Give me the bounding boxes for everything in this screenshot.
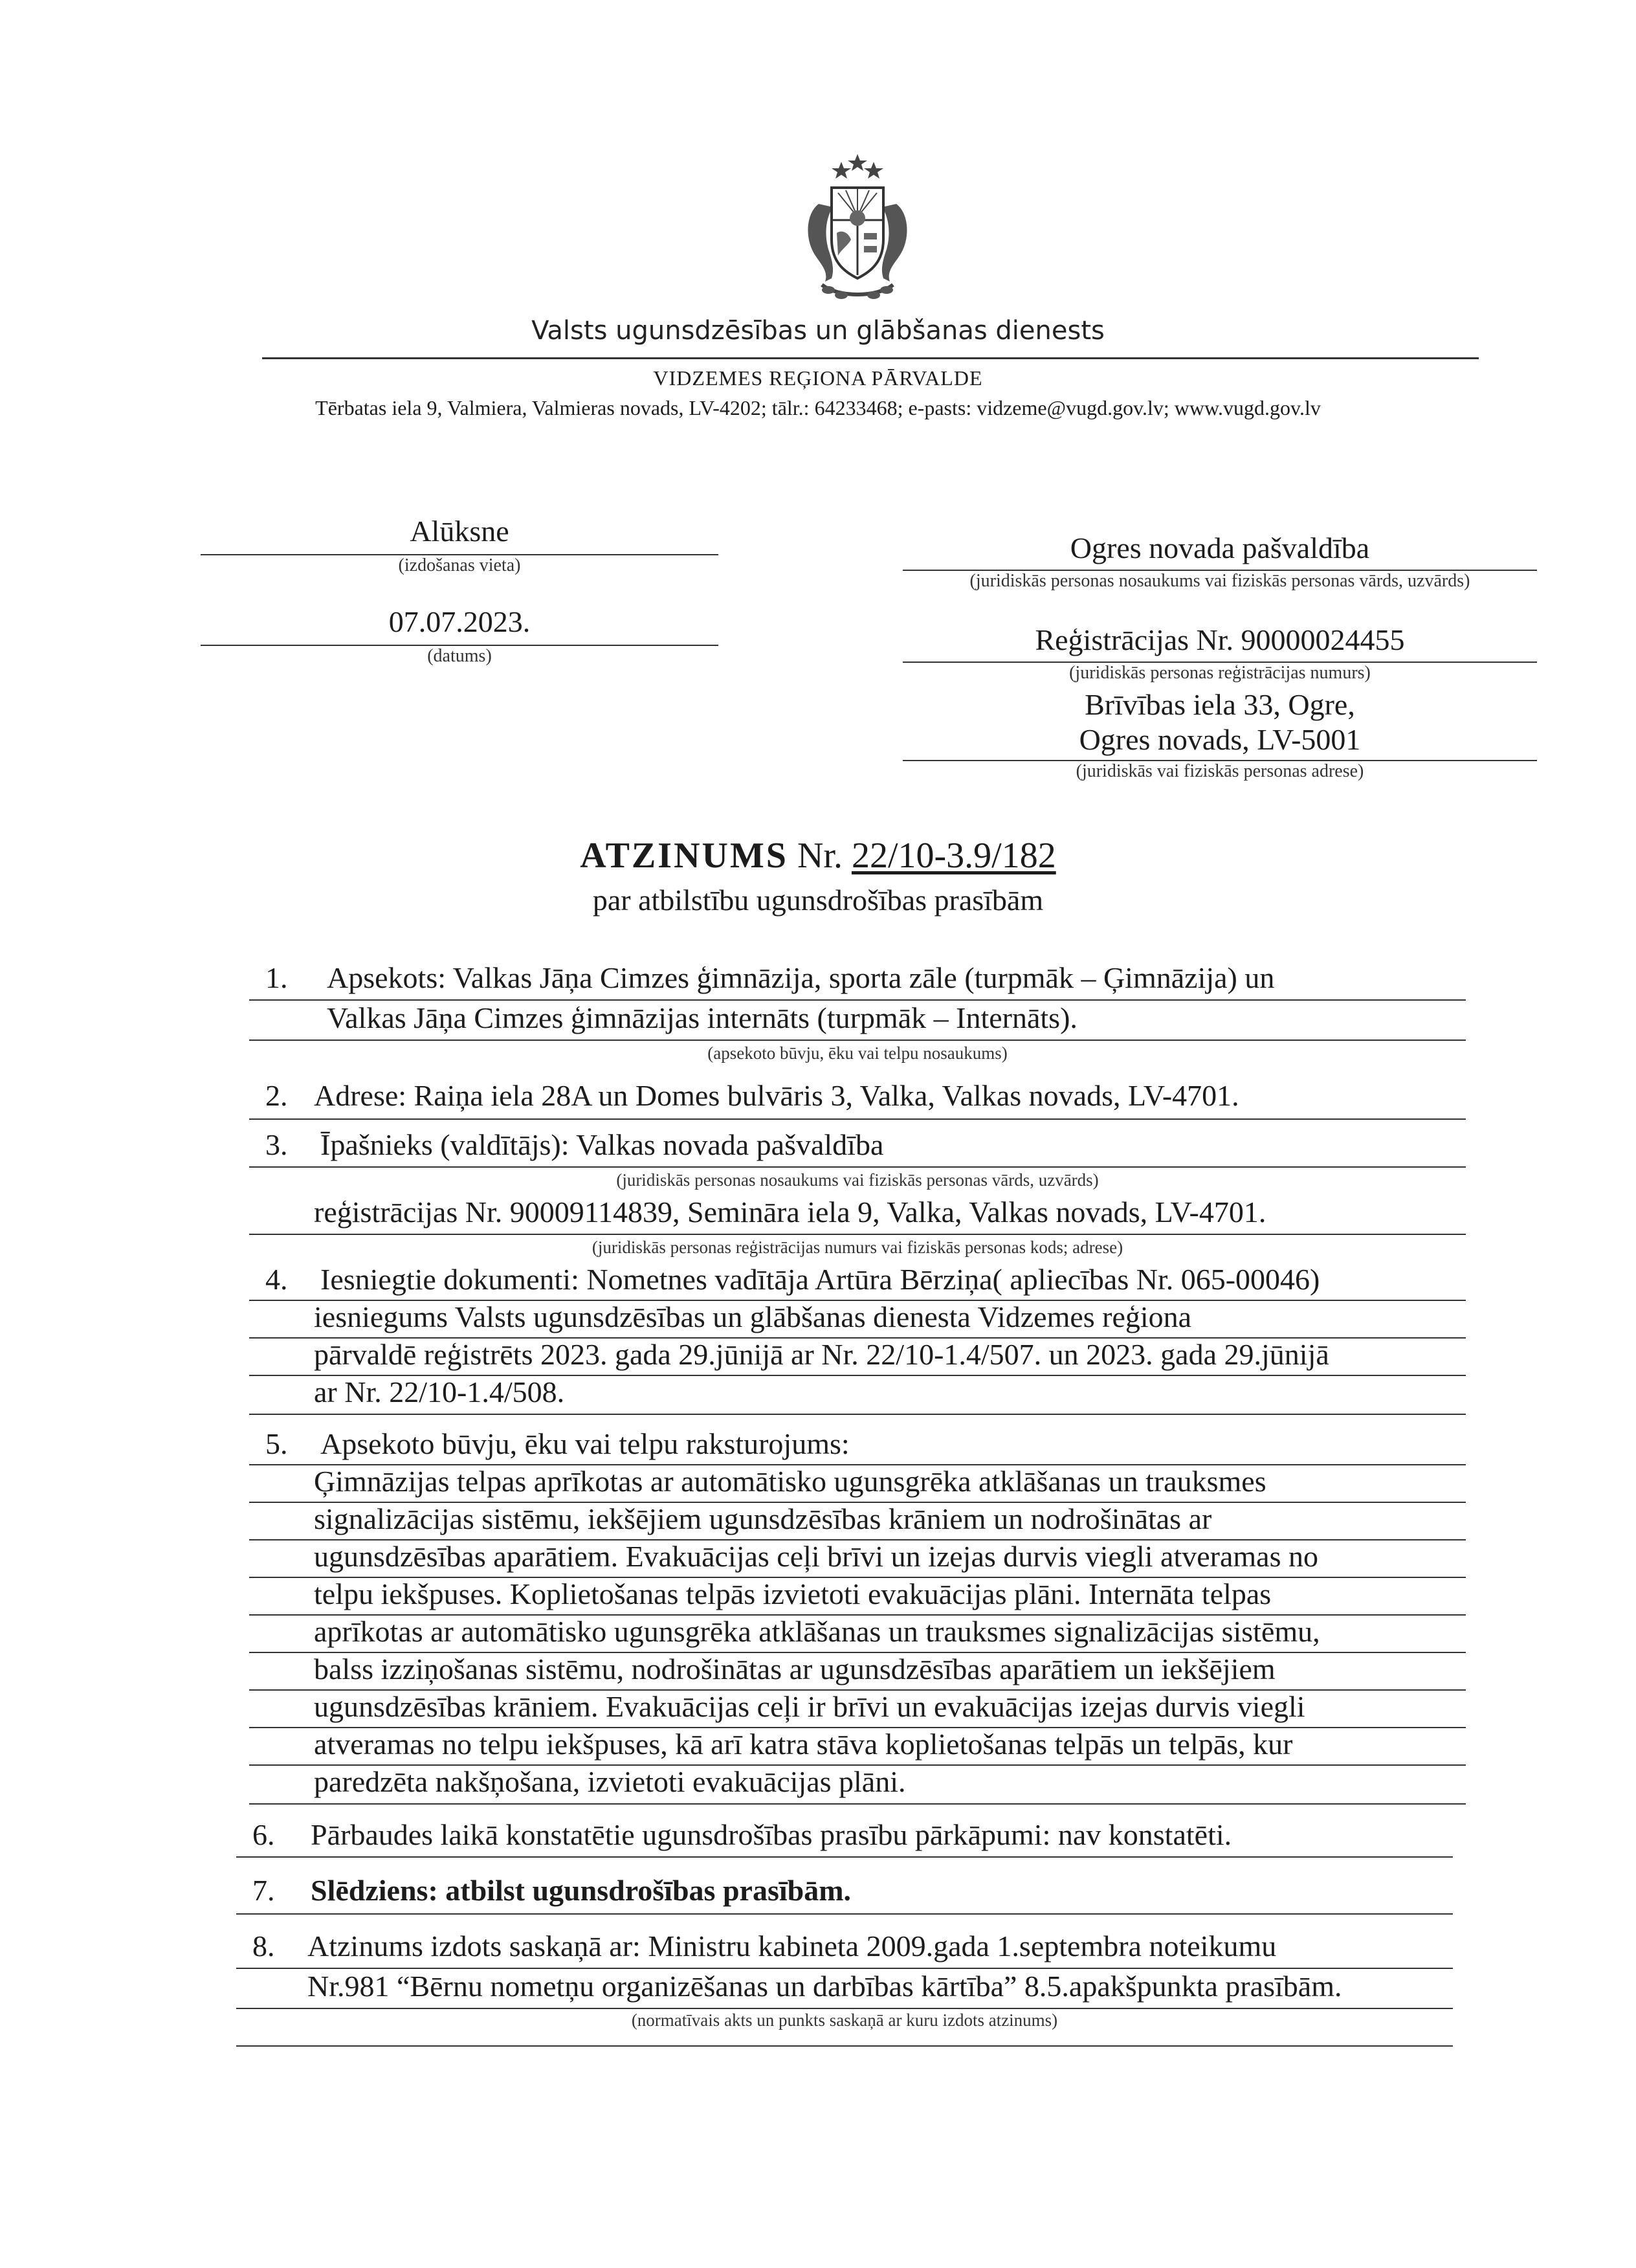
rule-8b: [236, 2008, 1453, 2009]
section-7-text: Slēdziens: atbilst ugunsdrošības prasībām.: [311, 1874, 852, 1907]
header-rule: [262, 357, 1479, 359]
section-8-caption: (normatīvais akts un punkts saskaņā ar kuru izdots atzinums): [631, 2010, 1058, 2030]
section-5-line-6: aprīkotas ar automātisko ugunsgrēka atklāšanas un trauksmes signalizācijas sistēmu,: [314, 1615, 1320, 1648]
issue-place: Alūksne: [410, 515, 509, 548]
recipient-address-line2: Ogres novads, LV-5001: [1079, 723, 1361, 756]
recipient-address-caption: (juridiskās vai fiziskās personas adrese): [1076, 761, 1364, 781]
section-2-text: Adrese: Raiņa iela 28A un Domes bulvāris 3, Valka, Valkas novads, LV-4701.: [314, 1079, 1239, 1112]
section-1-number: 1.: [265, 961, 288, 994]
section-5-line-8: ugunsdzēsības krāniem. Evakuācijas ceļi ir brīvi un evakuācijas izejas durvis viegli: [314, 1690, 1305, 1723]
rule-6: [236, 1856, 1453, 1858]
section-3-caption-1: (juridiskās personas nosaukums vai fiziskās personas vārds, uzvārds): [616, 1170, 1099, 1190]
title-word: ATZINUMS: [580, 836, 788, 876]
agency-name: Valsts ugunsdzēsības un glābšanas dienests: [531, 316, 1105, 346]
section-7-number: 7.: [252, 1874, 275, 1907]
recipient-address-line1: Brīvības iela 33, Ogre,: [1085, 688, 1355, 721]
section-5-line-9: atveramas no telpu iekšpuses, kā arī katra stāva koplietošanas telpās un telpās, kur: [314, 1728, 1293, 1761]
section-6-text: Pārbaudes laikā konstatētie ugunsdrošības prasību pārkāpumi: nav konstatēti.: [311, 1818, 1232, 1851]
rule-8c: [236, 2045, 1453, 2047]
section-4-number: 4.: [265, 1263, 288, 1296]
section-6-number: 6.: [252, 1818, 275, 1851]
section-4-line-3: pārvaldē reģistrēts 2023. gada 29.jūnijā ar Nr. 22/10-1.4/507. un 2023. gada 29.jūnijā: [314, 1338, 1329, 1371]
rule-5j: [249, 1803, 1466, 1805]
document-subtitle: par atbilstību ugunsdrošības prasībām: [592, 884, 1044, 917]
recipient-name-caption: (juridiskās personas nosaukums vai fiziskās personas vārds, uzvārds): [969, 571, 1470, 591]
rule-1b: [249, 1040, 1466, 1041]
section-1-line-2: Valkas Jāņa Cimzes ģimnāzijas internāts (turpmāk – Internāts).: [327, 1001, 1078, 1034]
section-4-line-2: iesniegums Valsts ugunsdzēsības un glābšanas dienesta Vidzemes reģiona: [314, 1300, 1192, 1333]
section-5-line-7: balss izziņošanas sistēmu, nodrošinātas ar ugunsdzēsības aparātiem un iekšējiem: [314, 1652, 1276, 1685]
recipient-reg: Reģistrācijas Nr. 90000024455: [1035, 623, 1405, 656]
section-1-line-1: Apsekots: Valkas Jāņa Cimzes ģimnāzija, sporta zāle (turpmāk – Ģimnāzija) un: [327, 961, 1275, 994]
coat-of-arms-emblem: [793, 142, 922, 317]
rule-4d: [249, 1414, 1466, 1415]
title-number: 22/10-3.9/182: [851, 836, 1056, 876]
section-3-number: 3.: [265, 1128, 288, 1161]
section-5-line-3: signalizācijas sistēmu, iekšējiem ugunsdzēsības krāniem un nodrošinātas ar: [314, 1502, 1212, 1535]
section-5-number: 5.: [265, 1427, 288, 1460]
recipient-name: Ogres novada pašvaldība: [1070, 531, 1370, 564]
region-name: VIDZEMES REĢIONA PĀRVALDE: [653, 366, 983, 390]
rule-2: [249, 1118, 1466, 1120]
rule-3b: [249, 1234, 1466, 1235]
section-5-line-2: Ģimnāzijas telpas aprīkotas ar automātisko ugunsgrēka atklāšanas un trauksmes: [314, 1465, 1266, 1498]
section-4-line-1: Iesniegtie dokumenti: Nometnes vadītāja Artūra Bērziņa( apliecības Nr. 065-00046): [320, 1263, 1320, 1296]
section-4-line-4: ar Nr. 22/10-1.4/508.: [314, 1375, 565, 1408]
document-title: [0, 835, 1636, 876]
section-3-line-1: Īpašnieks (valdītājs): Valkas novada pašvaldība: [320, 1128, 884, 1161]
section-8-number: 8.: [252, 1929, 275, 1962]
section-5-line-4: ugunsdzēsības aparātiem. Evakuācijas ceļi brīvi un izejas durvis viegli atveramas no: [314, 1540, 1318, 1573]
issue-date: 07.07.2023.: [388, 605, 531, 638]
section-5-line-10: paredzēta nakšņošana, izvietoti evakuācijas plāni.: [314, 1765, 906, 1798]
issue-date-caption: (datums): [427, 646, 492, 666]
section-5-line-1: Apsekoto būvju, ēku vai telpu raksturojums:: [320, 1427, 850, 1460]
rule-7: [236, 1913, 1453, 1915]
section-5-line-5: telpu iekšpuses. Koplietošanas telpās izvietoti evakuācijas plāni. Internāta telpas: [314, 1577, 1272, 1610]
section-1-caption: (apsekoto būvju, ēku vai telpu nosaukums): [707, 1043, 1008, 1063]
section-3-line-2: reģistrācijas Nr. 90009114839, Semināra iela 9, Valka, Valkas novads, LV-4701.: [314, 1195, 1266, 1228]
recipient-reg-caption: (juridiskās personas reģistrācijas numurs): [1069, 663, 1371, 683]
section-2-number: 2.: [265, 1079, 288, 1112]
section-3-caption-2: (juridiskās personas reģistrācijas numurs vai fiziskās personas kods; adrese): [591, 1238, 1123, 1257]
rule-3a: [249, 1166, 1466, 1168]
section-8-line-2: Nr.981 “Bērnu nometņu organizēšanas un darbības kārtība” 8.5.apakšpunkta prasībām.: [307, 1970, 1342, 2003]
issue-place-caption: (izdošanas vieta): [398, 555, 521, 575]
header-contacts: Tērbatas iela 9, Valmiera, Valmieras novads, LV-4202; tālr.: 64233468; e-pasts: vidzeme@vugd.gov.lv; www.vugd.gov.lv: [315, 396, 1321, 419]
section-8-line-1: Atzinums izdots saskaņā ar: Ministru kabineta 2009.gada 1.septembra noteikumu: [307, 1929, 1277, 1962]
title-nr-label: Nr.: [797, 836, 843, 876]
